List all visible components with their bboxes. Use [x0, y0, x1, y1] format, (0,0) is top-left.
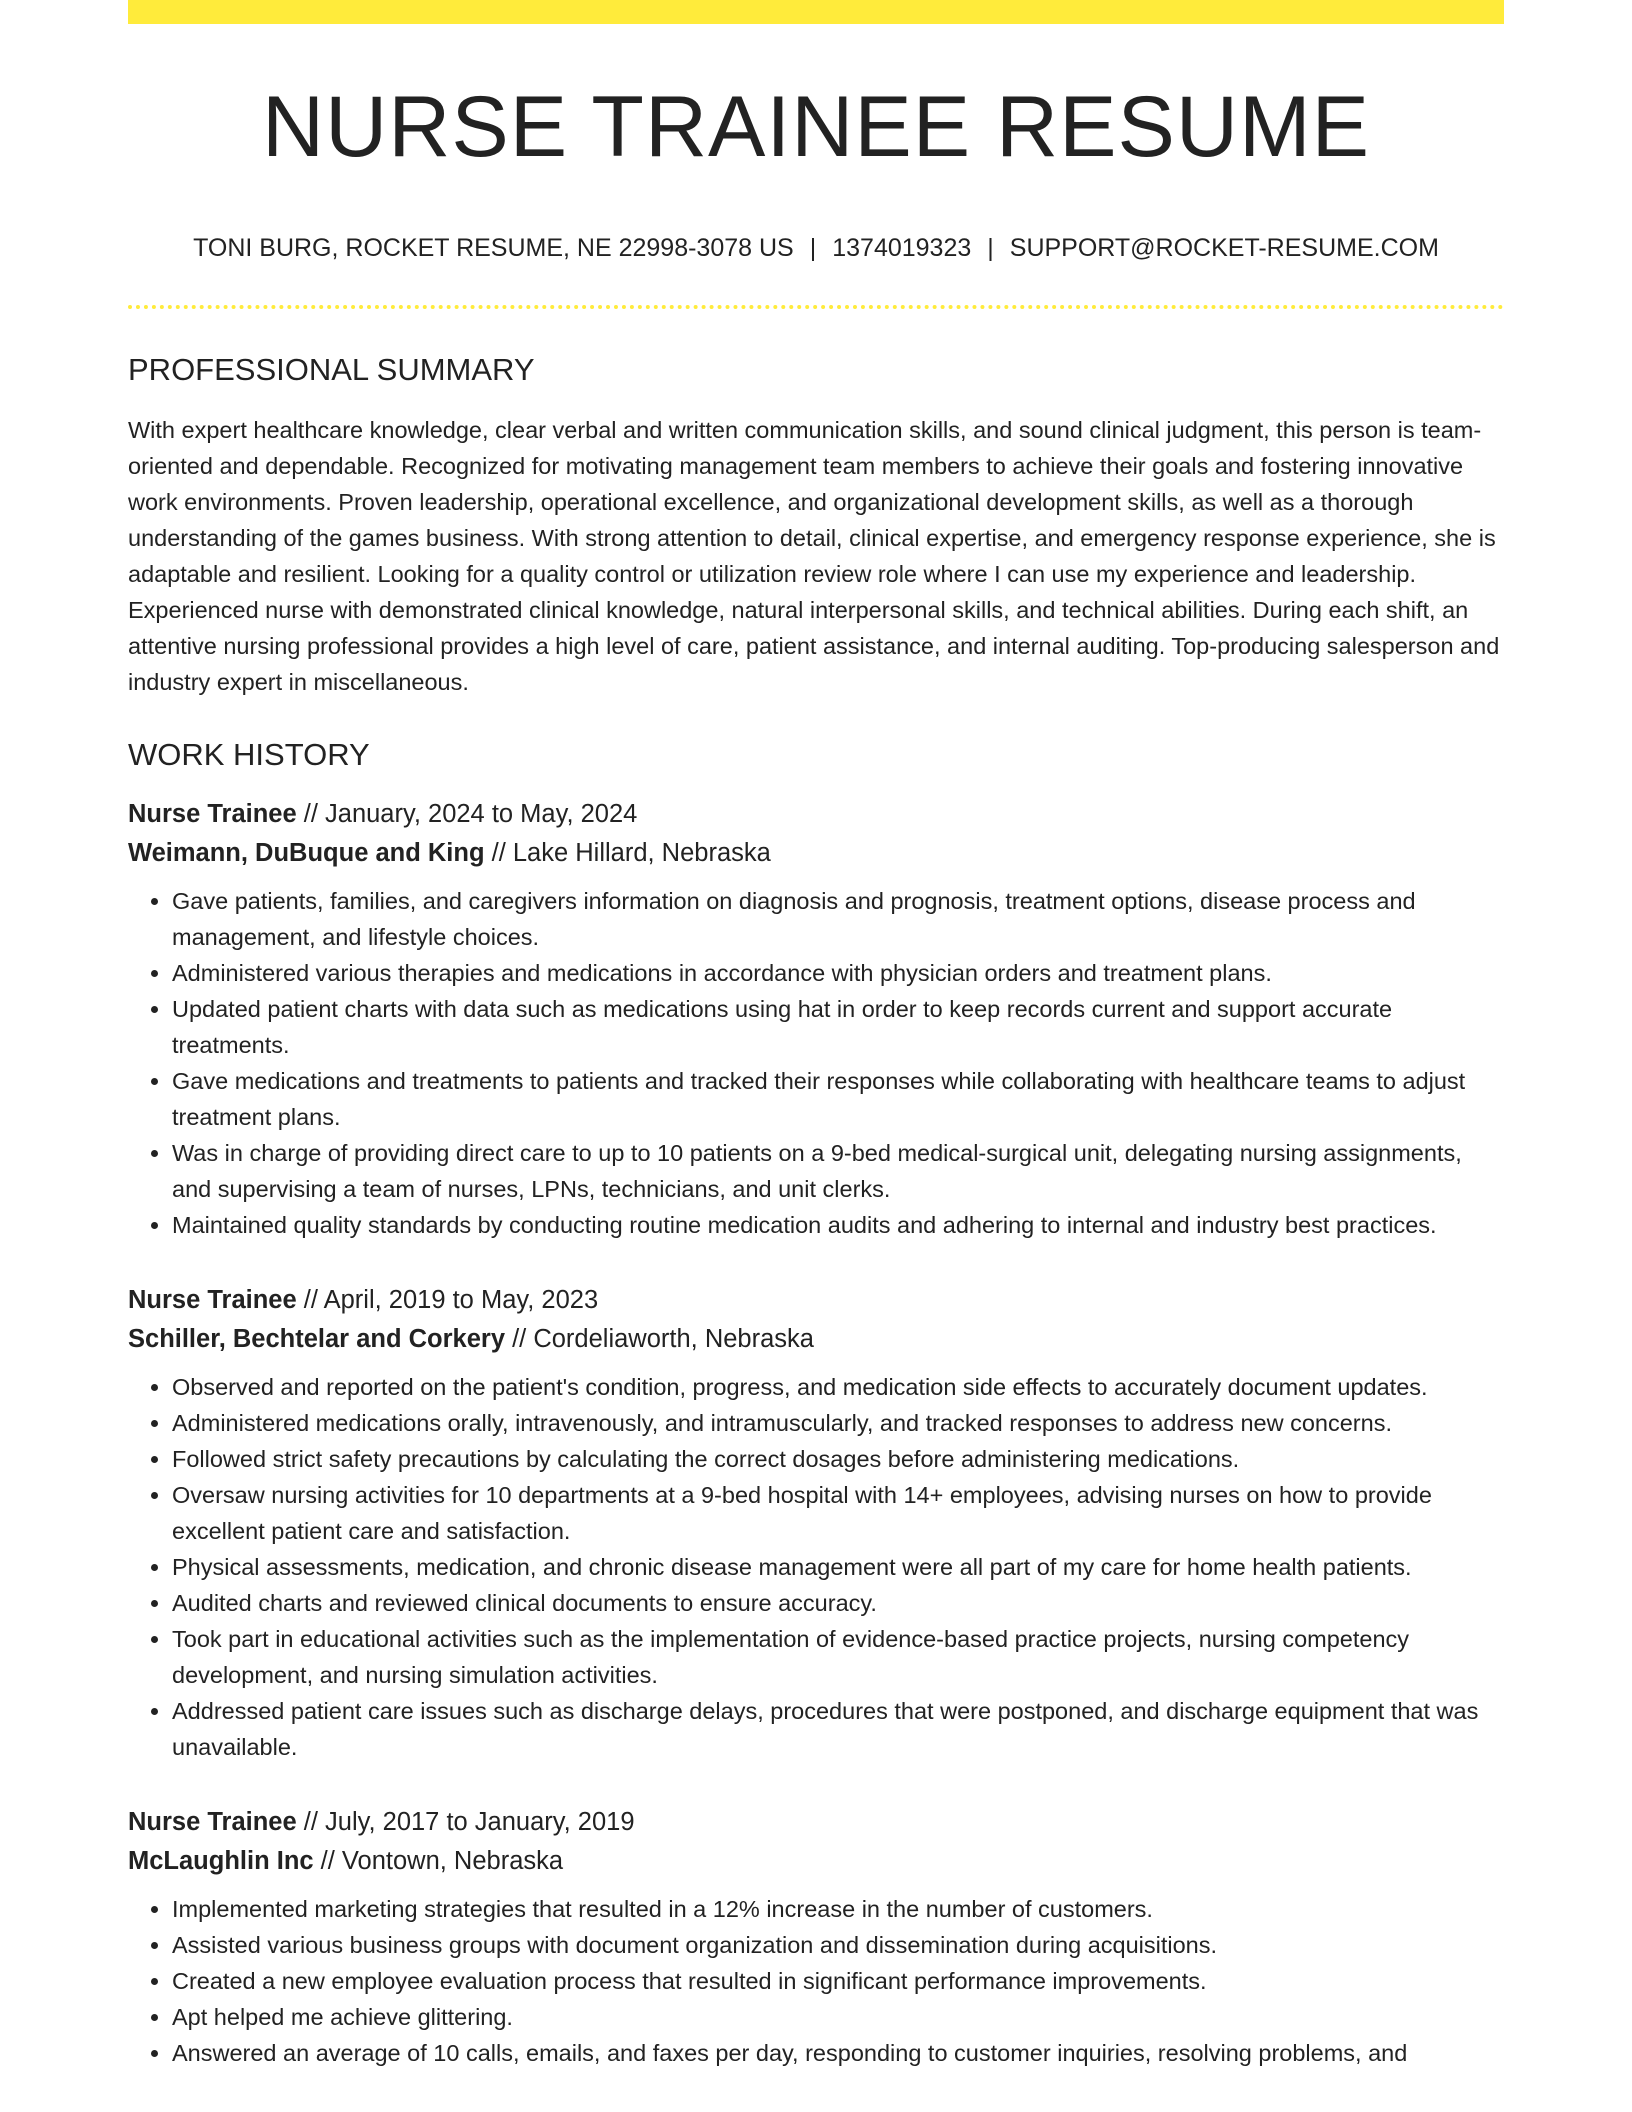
job-bullet: • Assisted various business groups with document organization and dissemination during acquisitions. [172, 1927, 1504, 1963]
job-bullet: • Followed strict safety precautions by calculating the correct dosages before administering medications. [172, 1441, 1504, 1477]
job-dates: // April, 2019 to May, 2023 [296, 1285, 599, 1314]
job-title-line [128, 795, 1504, 834]
job-bullet: • Audited charts and reviewed clinical documents to ensure accuracy. [172, 1585, 1504, 1621]
job-company: McLaughlin Inc [128, 1846, 314, 1875]
job-company: Weimann, DuBuque and King [128, 838, 485, 867]
job-bullet: • Physical assessments, medication, and chronic disease management were all part of my care for home health patients. [172, 1549, 1504, 1585]
job-company-line [128, 1320, 1504, 1359]
resume-title: NURSE TRAINEE RESUME [262, 79, 1370, 175]
job-bullet: • Maintained quality standards by conducting routine medication audits and adhering to internal and industry best practices. [172, 1207, 1504, 1243]
job-entry [128, 795, 1504, 1243]
job-bullet: • Observed and reported on the patient's condition, progress, and medication side effects to accurately document updates. [172, 1369, 1504, 1405]
job-company-line [128, 1842, 1504, 1881]
job-bullet: • Administered various therapies and medications in accordance with physician orders and treatment plans. [172, 955, 1504, 991]
contact-address: TONI BURG, ROCKET RESUME, NE 22998-3078 US [193, 233, 794, 262]
job-bullet: • Updated patient charts with data such as medications using hat in order to keep records current and support accurate treatments. [172, 991, 1504, 1063]
contact-email[interactable]: SUPPORT@ROCKET-RESUME.COM [1009, 233, 1439, 262]
job-bullet: • Administered medications orally, intravenously, and intramuscularly, and tracked responses to address new concerns. [172, 1405, 1504, 1441]
job-company-line [128, 834, 1504, 873]
job-title: Nurse Trainee [128, 799, 297, 828]
resume-page [128, 0, 1504, 2071]
job-bullet: • Apt helped me achieve glittering. [172, 1999, 1504, 2035]
job-bullet: • Created a new employee evaluation process that resulted in significant performance improvements. [172, 1963, 1504, 1999]
work-history-heading: WORK HISTORY [128, 736, 370, 772]
job-bullet: • Was in charge of providing direct care to up to 10 patients on a 9-bed medical-surgical unit, delegating nursing assignments, and supervising a team of nurses, LPNs, technicians, and unit clerks. [172, 1135, 1504, 1207]
job-bullet: • Took part in educational activities such as the implementation of evidence-based practice projects, nursing competency development, and nursing simulation activities. [172, 1621, 1504, 1693]
job-bullet: • Oversaw nursing activities for 10 departments at a 9-bed hospital with 14+ employees, advising nurses on how to provide excellent patient care and satisfaction. [172, 1477, 1504, 1549]
job-bullet-list [128, 883, 1504, 1243]
job-title: Nurse Trainee [128, 1807, 297, 1836]
accent-top-bar [128, 0, 1504, 24]
work-history-list [128, 795, 1504, 2071]
contact-phone[interactable]: 1374019323 [832, 233, 972, 262]
contact-separator: | [987, 233, 994, 262]
job-location: // Lake Hillard, Nebraska [484, 838, 771, 867]
job-title-line [128, 1803, 1504, 1842]
job-title-line [128, 1281, 1504, 1320]
summary-heading: PROFESSIONAL SUMMARY [128, 351, 535, 387]
job-entry [128, 1281, 1504, 1765]
job-entry [128, 1803, 1504, 2071]
summary-text: With expert healthcare knowledge, clear verbal and written communication skills, and sound clinical judgment, this person is team-oriented and dependable. Recognized for motivating management team members to achieve their goals and fostering innovative work environments. Proven leadership, operational excellence, and organizational development skills, as well as a thorough understanding of the games business. With strong attention to detail, clinical expertise, and emergency response experience, she is adaptable and resilient. Looking for a quality control or utilization review role where I can use my experience and leadership. Experienced nurse with demonstrated clinical knowledge, natural interpersonal skills, and technical abilities. During each shift, an attentive nursing professional provides a high level of care, patient assistance, and internal auditing. Top-producing salesperson and industry expert in miscellaneous. [128, 416, 1500, 695]
contact-line [128, 233, 1504, 263]
dotted-divider [128, 305, 1504, 309]
job-bullet: • Answered an average of 10 calls, emails, and faxes per day, responding to customer inquiries, resolving problems, and [172, 2035, 1504, 2071]
job-company: Schiller, Bechtelar and Corkery [128, 1324, 505, 1353]
contact-separator: | [809, 233, 817, 262]
job-bullet-list [128, 1369, 1504, 1765]
job-bullet: • Implemented marketing strategies that resulted in a 12% increase in the number of customers. [172, 1891, 1504, 1927]
job-dates: // July, 2017 to January, 2019 [296, 1807, 635, 1836]
job-bullet-list [128, 1891, 1504, 2071]
job-location: // Cordeliaworth, Nebraska [505, 1324, 814, 1353]
job-dates: // January, 2024 to May, 2024 [296, 799, 638, 828]
job-title: Nurse Trainee [128, 1285, 297, 1314]
job-bullet: • Addressed patient care issues such as discharge delays, procedures that were postponed, and discharge equipment that was unavailable. [172, 1693, 1504, 1765]
job-bullet: • Gave medications and treatments to patients and tracked their responses while collaborating with healthcare teams to adjust treatment plans. [172, 1063, 1504, 1135]
job-location: // Vontown, Nebraska [313, 1846, 564, 1875]
job-bullet: • Gave patients, families, and caregivers information on diagnosis and prognosis, treatment options, disease process and management, and lifestyle choices. [172, 883, 1504, 955]
